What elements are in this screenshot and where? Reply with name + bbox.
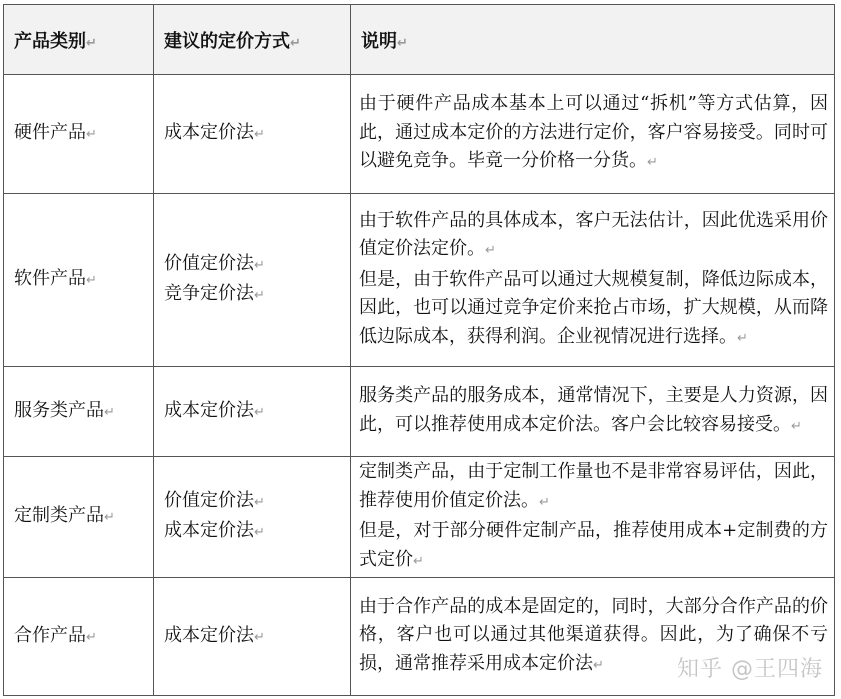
method-text: 成本定价法 — [164, 122, 254, 143]
return-mark-icon: ↵ — [791, 418, 802, 434]
return-mark-icon: ↵ — [290, 35, 301, 51]
description-cell — [351, 457, 835, 578]
return-mark-icon: ↵ — [104, 404, 115, 420]
method-text: 成本定价法 — [164, 520, 254, 541]
return-mark-icon: ↵ — [539, 494, 550, 510]
return-mark-icon: ↵ — [647, 155, 658, 171]
description-paragraph: 由于硬件产品成本基本上可以通过“拆机”等方式估算，因此，通过成本定价的方法进行定价，客户容易接受。同时可以避免竞争。毕竟一分价格一分货。 — [359, 93, 828, 172]
method-text: 成本定价法 — [164, 399, 254, 421]
description-paragraph: 但是，由于软件产品可以通过大规模复制，降低边际成本，因此，也可以通过竞争定价来抢占市场，扩大规模，从而降低边际成本，获得利润。企业视情况进行选择。 — [359, 268, 828, 347]
method-cell — [154, 367, 351, 457]
return-mark-icon: ↵ — [254, 525, 265, 540]
category-cell — [4, 75, 154, 194]
category-cell — [4, 457, 154, 578]
return-mark-icon: ↵ — [86, 629, 97, 645]
header-category — [4, 5, 154, 75]
table-row — [4, 367, 835, 457]
return-mark-icon: ↵ — [104, 510, 115, 525]
table-row — [4, 75, 835, 194]
table-row — [4, 457, 835, 578]
return-mark-icon: ↵ — [397, 35, 408, 51]
description-cell — [351, 367, 835, 457]
category-cell — [4, 578, 154, 696]
method-cell — [154, 194, 351, 367]
description-paragraph: 由于软件产品的具体成本，客户无法估计，因此优选采用价值定价法定价。 — [359, 209, 828, 260]
return-mark-icon: ↵ — [86, 35, 97, 51]
table-header-row — [4, 5, 835, 75]
category-cell — [4, 367, 154, 457]
return-mark-icon: ↵ — [254, 288, 265, 303]
category-text: 软件产品 — [14, 268, 86, 289]
table-row — [4, 194, 835, 367]
return-mark-icon: ↵ — [593, 657, 604, 673]
pricing-table — [3, 4, 835, 696]
description-cell — [351, 194, 835, 367]
method-text: 价值定价法 — [164, 253, 254, 274]
return-mark-icon: ↵ — [254, 404, 265, 420]
return-mark-icon: ↵ — [413, 553, 424, 569]
method-cell — [154, 457, 351, 578]
return-mark-icon: ↵ — [86, 273, 97, 288]
method-text: 成本定价法 — [164, 624, 254, 646]
method-cell — [154, 578, 351, 696]
header-method-label: 建议的定价方式 — [164, 30, 290, 52]
return-mark-icon: ↵ — [485, 243, 496, 259]
category-cell — [4, 194, 154, 367]
description-cell — [351, 75, 835, 194]
zhihu-watermark: 知乎 @王四海 — [677, 657, 823, 682]
return-mark-icon: ↵ — [737, 330, 748, 346]
header-method — [154, 5, 351, 75]
return-mark-icon: ↵ — [254, 629, 265, 645]
return-mark-icon: ↵ — [254, 127, 265, 142]
category-text: 硬件产品 — [14, 122, 86, 143]
method-cell — [154, 75, 351, 194]
description-paragraph: 但是，对于部分硬件定制产品，推荐使用成本+定制费的方式定价 — [359, 520, 828, 570]
return-mark-icon: ↵ — [254, 495, 265, 510]
description-paragraph: 定制类产品，由于定制工作量也不是非常容易评估，因此，推荐使用价值定价法。 — [359, 461, 828, 511]
method-text: 竞争定价法 — [164, 283, 254, 304]
header-description — [351, 5, 835, 75]
category-text: 定制类产品 — [14, 505, 104, 526]
description-paragraph: 由于合作产品的成本是固定的，同时，大部分合作产品的价格，客户也可以通过其他渠道获得。因此，为了确保不亏损，通常推荐采用成本定价法 — [359, 595, 828, 674]
header-category-label: 产品类别 — [14, 30, 86, 52]
method-text: 价值定价法 — [164, 490, 254, 511]
category-text: 服务类产品 — [14, 399, 104, 421]
header-description-label: 说明 — [361, 30, 397, 52]
description-paragraph: 服务类产品的服务成本，通常情况下，主要是人力资源，因此，可以推荐使用成本定价法。客户会比较容易接受。 — [359, 385, 828, 435]
category-text: 合作产品 — [14, 624, 86, 646]
return-mark-icon: ↵ — [86, 127, 97, 142]
return-mark-icon: ↵ — [254, 258, 265, 273]
